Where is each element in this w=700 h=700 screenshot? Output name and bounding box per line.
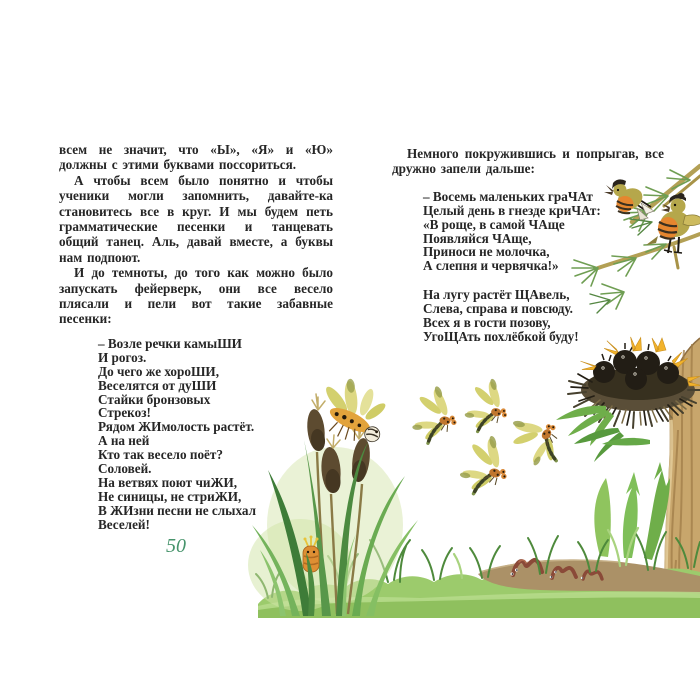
page-number: 50 xyxy=(166,535,186,557)
poem-line: УгоЩАть похлёбкой буду! xyxy=(423,328,579,344)
poem-line: А на ней xyxy=(98,433,150,449)
sorrel-leaves xyxy=(594,462,670,560)
left-poem xyxy=(98,337,333,532)
poem-line: – Возле речки камыШИ xyxy=(98,335,242,351)
dragonfly xyxy=(456,429,516,500)
paragraph: И до темноты, до того как можно было запускать фейерверк, они все весело плясали и пели вот такие забавные песенки: xyxy=(59,265,333,327)
right-text-column xyxy=(392,146,664,344)
rook-nest xyxy=(556,335,700,462)
poem-line: До чего же хороШИ, xyxy=(98,363,219,379)
paragraph: всем не значит, что «Ы», «Я» и «Ю» должны с этими буквами поссориться. xyxy=(59,142,333,173)
poem-line: Слева, справа и повсюду. xyxy=(423,301,573,317)
rook-chicks xyxy=(593,350,679,390)
poem-line: – Восемь маленьких граЧАт xyxy=(423,188,593,204)
grass-tufts xyxy=(256,532,700,598)
poem-line: Всех я в гости позову, xyxy=(423,315,551,331)
dragonfly xyxy=(411,383,460,445)
poem-line: И рогоз. xyxy=(98,349,147,365)
dirt-path xyxy=(478,559,700,594)
poem-line: Веселятся от дуШИ xyxy=(98,377,217,393)
poem-line: Веселей! xyxy=(98,516,150,532)
poem-line: Стайки бронзовых xyxy=(98,391,211,407)
poem-line: Стрекоз! xyxy=(98,405,151,421)
poem-line: Появляйся ЧАще, xyxy=(423,230,532,246)
dragonfly xyxy=(499,404,572,475)
paragraph: Немного покружившись и попрыгав, все дружно запели дальше: xyxy=(392,146,664,177)
poem-line: «В роще, в самой ЧАще xyxy=(423,216,565,232)
paragraph: А чтобы всем было понятно и чтобы ученики могли запомнить, давайте-ка становитесь все в круг. И мы будем петь грамматические песенки и танцевать общий танец. Аль, давай вместе, а буквы нам подпоют. xyxy=(59,172,333,265)
poem-line: Кто так весело поёт? xyxy=(98,447,223,463)
right-prose xyxy=(392,146,664,177)
poem-line: Приноси не молочка, xyxy=(423,244,550,260)
poem-line: Соловей. xyxy=(98,461,152,477)
meadow-grass xyxy=(256,528,700,618)
poem-line: А слепня и червячка!» xyxy=(423,258,559,274)
poem-line: В ЖИзни песни не слыхал xyxy=(98,502,256,518)
worms xyxy=(511,560,603,579)
dragonflies xyxy=(316,374,572,501)
tree-trunk xyxy=(665,338,700,612)
poem-line: На лугу растёт ЩАвель, xyxy=(423,287,570,303)
poem-line: Целый день в гнезде криЧАт: xyxy=(423,202,601,218)
right-poem-stanza-2 xyxy=(423,288,664,344)
right-poem-stanza-1 xyxy=(423,190,664,273)
nest-fronds xyxy=(556,406,650,462)
poem-line: Не синицы, не стриЖИ, xyxy=(98,488,242,504)
left-text-column xyxy=(59,142,333,532)
left-prose xyxy=(59,142,333,327)
caterpillar xyxy=(303,536,319,617)
poem-line: На ветвях поют чиЖИ, xyxy=(98,474,238,490)
poem-line: Рядом ЖИмолость растёт. xyxy=(98,419,255,435)
dragonfly xyxy=(462,374,514,437)
